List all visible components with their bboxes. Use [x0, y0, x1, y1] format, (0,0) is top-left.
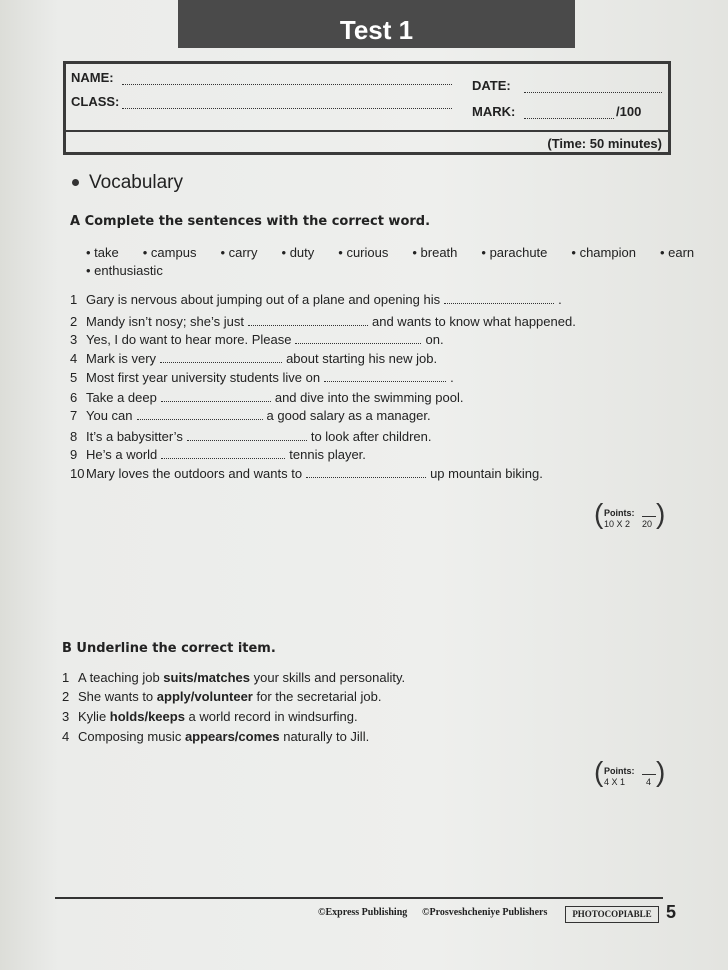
- question-row: [70, 292, 562, 307]
- bullet-icon: [72, 179, 79, 186]
- student-info-box: [63, 61, 671, 155]
- question-text: Composing music: [78, 729, 185, 744]
- answer-choices[interactable]: holds/keeps: [109, 709, 185, 724]
- photocopiable-badge: PHOTOCOPIABLE: [565, 906, 659, 923]
- left-bracket-icon: (: [594, 756, 604, 787]
- footer-rule: [55, 897, 663, 899]
- mark-line: [524, 118, 614, 119]
- question-text-end: and dive into the swimming pool.: [274, 390, 464, 405]
- answer-blank[interactable]: [324, 371, 446, 382]
- question-text-end: a world record in windsurfing.: [184, 709, 358, 724]
- answer-blank[interactable]: [306, 467, 426, 478]
- points-blank: [642, 516, 656, 517]
- question-row: [70, 390, 463, 405]
- question-text-end: .: [450, 370, 454, 385]
- answer-choices[interactable]: apply/volunteer: [156, 689, 253, 704]
- mark-total: /100: [616, 104, 642, 119]
- question-text: Yes, I do want to hear more. Please: [86, 332, 292, 347]
- name-line: [122, 84, 452, 85]
- question-text: You can: [86, 408, 133, 423]
- word-bank-word: champion: [579, 245, 636, 260]
- test-title: Test 1: [178, 0, 575, 48]
- word-bank-item: • parachute: [481, 245, 548, 260]
- points-total: 4: [646, 777, 652, 787]
- question-number: 9: [70, 447, 78, 462]
- answer-blank[interactable]: [137, 409, 263, 420]
- question-text: Take a deep: [86, 390, 157, 405]
- question-row: [70, 447, 366, 462]
- task-b-heading: B Underline the correct item.: [62, 641, 276, 656]
- word-bank-item: • curious: [338, 245, 389, 260]
- question-row: [70, 370, 454, 385]
- left-bracket-icon: (: [594, 498, 604, 529]
- question-text-end: a good salary as a manager.: [266, 408, 431, 423]
- header-divider: [66, 130, 668, 132]
- word-bank-word: breath: [420, 245, 458, 260]
- answer-blank[interactable]: [161, 391, 271, 402]
- question-number: 5: [70, 370, 78, 385]
- question-number: 2: [62, 689, 70, 704]
- question-text: It’s a babysitter’s: [86, 429, 183, 444]
- points-formula: 10 X 2: [604, 519, 631, 529]
- date-line: [524, 92, 662, 93]
- question-number: 3: [62, 709, 70, 724]
- word-bank-word: earn: [668, 245, 695, 260]
- question-text: Mandy isn’t nosy; she’s just: [86, 314, 244, 329]
- question-row: [70, 408, 431, 423]
- question-text-end: up mountain biking.: [430, 466, 543, 481]
- question-row: [62, 709, 358, 724]
- class-label: CLASS:: [71, 94, 120, 109]
- publisher-2: ©Prosveshcheniye Publishers: [422, 907, 548, 918]
- question-text-end: tennis player.: [289, 447, 366, 462]
- question-number: 7: [70, 408, 78, 423]
- word-bank-word: duty: [289, 245, 315, 260]
- question-row: [70, 332, 444, 347]
- question-text-end: your skills and personality.: [250, 670, 406, 685]
- date-label: DATE:: [472, 78, 511, 93]
- question-text: Kylie: [78, 709, 110, 724]
- name-label: NAME:: [71, 70, 114, 85]
- question-number: 2: [70, 314, 78, 329]
- word-bank-item: • enthusiastic: [86, 263, 163, 278]
- question-text: Most first year university students live on: [86, 370, 321, 385]
- answer-blank[interactable]: [160, 352, 282, 363]
- question-text: Mark is very: [86, 351, 157, 366]
- answer-blank[interactable]: [444, 293, 554, 304]
- task-b-points: [594, 756, 666, 792]
- word-bank-item: • campus: [142, 245, 197, 260]
- question-number: 6: [70, 390, 78, 405]
- section-title: Vocabulary: [89, 172, 184, 193]
- question-text-end: naturally to Jill.: [279, 729, 370, 744]
- question-row: [70, 466, 543, 481]
- word-bank: [86, 244, 695, 280]
- answer-blank[interactable]: [161, 448, 285, 459]
- question-text: He’s a world: [86, 447, 158, 462]
- time-limit: (Time: 50 minutes): [547, 136, 662, 151]
- word-bank-word: curious: [346, 245, 389, 260]
- answer-blank[interactable]: [295, 333, 421, 344]
- points-label: Points:: [604, 508, 635, 518]
- points-blank: [642, 774, 656, 775]
- question-row: [62, 729, 369, 744]
- points-label: Points:: [604, 766, 635, 776]
- question-number: 8: [70, 429, 78, 444]
- question-text-end: about starting his new job.: [286, 351, 438, 366]
- word-bank-item: • earn: [659, 245, 695, 260]
- points-formula: 4 X 1: [604, 777, 626, 787]
- question-text-end: on.: [425, 332, 444, 347]
- question-row: [70, 429, 432, 444]
- publisher-1: ©Express Publishing: [318, 907, 408, 918]
- question-row: [70, 351, 437, 366]
- word-bank-word: parachute: [489, 245, 548, 260]
- points-total: 20: [642, 519, 653, 529]
- word-bank-item: • duty: [281, 245, 315, 260]
- question-number: 3: [70, 332, 78, 347]
- right-bracket-icon: ): [656, 498, 666, 529]
- answer-blank[interactable]: [187, 430, 307, 441]
- word-bank-item: • carry: [220, 245, 258, 260]
- question-row: [70, 314, 576, 329]
- question-row: [62, 689, 381, 704]
- task-a-heading: A Complete the sentences with the correct word.: [70, 214, 431, 229]
- task-a-points: [594, 498, 666, 534]
- question-text-end: to look after children.: [310, 429, 432, 444]
- word-bank-word: take: [94, 245, 119, 260]
- answer-choices[interactable]: suits/matches: [163, 670, 250, 685]
- answer-blank[interactable]: [248, 315, 368, 326]
- question-text-end: for the secretarial job.: [252, 689, 382, 704]
- word-bank-item: • champion: [571, 245, 636, 260]
- word-bank-item: • breath: [412, 245, 458, 260]
- question-number: 4: [62, 729, 70, 744]
- mark-label: MARK:: [472, 104, 516, 119]
- question-number: 1: [70, 292, 78, 307]
- word-bank-word: enthusiastic: [94, 263, 163, 278]
- section-heading: [72, 172, 183, 194]
- question-text: Mary loves the outdoors and wants to: [86, 466, 303, 481]
- word-bank-word: campus: [150, 245, 197, 260]
- question-text-end: .: [558, 292, 562, 307]
- word-bank-word: carry: [228, 245, 258, 260]
- question-number: 1: [62, 670, 70, 685]
- question-text: She wants to: [78, 689, 157, 704]
- question-row: [62, 670, 405, 685]
- question-text: A teaching job: [78, 670, 164, 685]
- answer-choices[interactable]: appears/comes: [184, 729, 280, 744]
- word-bank-item: • take: [86, 245, 119, 260]
- question-text: Gary is nervous about jumping out of a plane and opening his: [86, 292, 441, 307]
- page-number: 5: [666, 902, 677, 922]
- class-line: [122, 108, 452, 109]
- question-number: 4: [70, 351, 78, 366]
- question-number: 10: [70, 466, 85, 481]
- question-text-end: and wants to know what happened.: [372, 314, 576, 329]
- right-bracket-icon: ): [656, 756, 666, 787]
